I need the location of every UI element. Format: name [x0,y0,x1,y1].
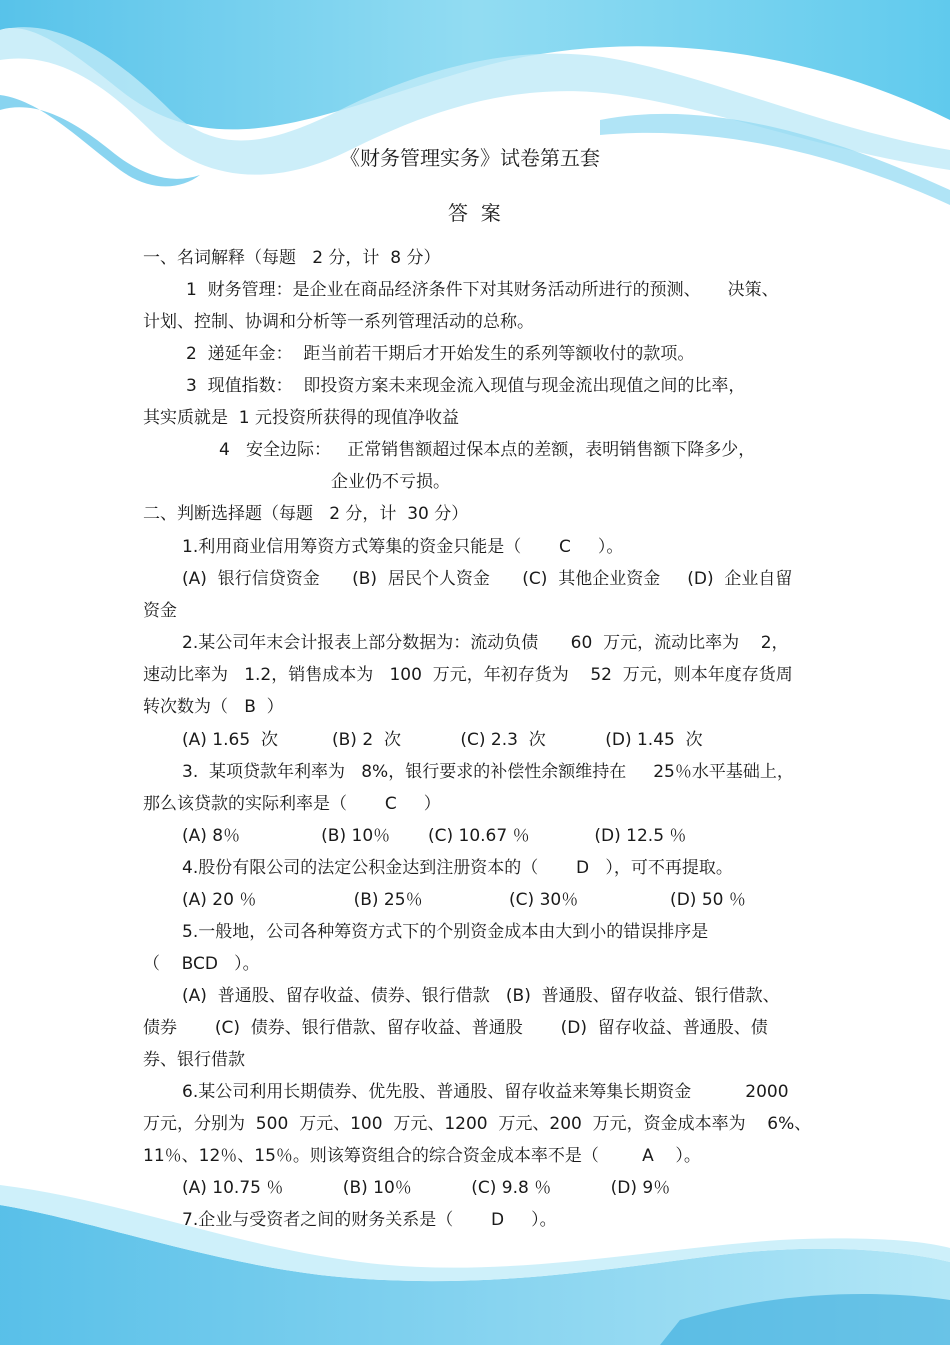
text-line: 转次数为（ B ） [143,697,284,717]
answer-heading: 答 案 [448,201,501,225]
question-line: 1.利用商业信用筹资方式筹集的资金只能是（ C ）。 [182,537,624,557]
document-title: 《财务管理实务》试卷第五套 [340,146,600,170]
options-line: (A) 20 ％ (B) 25％ (C) 30％ (D) 50 ％ [182,890,746,910]
options-line: (A) 8％ (B) 10％ (C) 10.67 ％ (D) 12.5 ％ [182,826,687,846]
text-line: 万元，分别为 500 万元、100 万元、1200 万元、200 万元，资金成本率为 6%、 [143,1114,812,1134]
text-line: 那么该贷款的实际利率是（ C ） [143,794,441,814]
text-line: 11％、12％、15％。则该筹资组合的综合资金成本率不是（ A ）。 [143,1146,701,1166]
text-line: 资金 [143,601,177,621]
text-line: 3 现值指数： 即投资方案未来现金流入现值与现金流出现值之间的比率， [186,376,746,396]
text-line: 企业仍不亏损。 [331,472,450,492]
text-line: 券、银行借款 [143,1050,245,1070]
text-line: 计划、控制、协调和分析等一系列管理活动的总称。 [143,312,534,332]
section-heading-terms: 一、名词解释（每题 2 分，计 8 分） [143,248,441,268]
section-heading-choice: 二、判断选择题（每题 2 分，计 30 分） [143,504,469,524]
text-line: （ BCD ）。 [143,954,260,974]
question-line: 3. 某项贷款年利率为 8%，银行要求的补偿性余额维持在 25％水平基础上， [182,762,794,782]
options-line: (A) 10.75 ％ (B) 10％ (C) 9.8 ％ (D) 9％ [182,1178,671,1198]
options-line: (A) 1.65 次 (B) 2 次 (C) 2.3 次 (D) 1.45 次 [182,730,703,750]
options-line: 债券 (C) 债券、银行借款、留存收益、普通股 (D) 留存收益、普通股、债 [143,1018,768,1038]
text-line: 1 财务管理：是企业在商品经济条件下对其财务活动所进行的预测、 决策、 [186,280,779,300]
question-line: 5.一般地，公司各种筹资方式下的个别资金成本由大到小的错误排序是 [182,922,709,942]
question-line: 2.某公司年末会计报表上部分数据为：流动负债 60 万元，流动比率为 2， [182,633,789,653]
question-line: 6.某公司利用长期债券、优先股、普通股、留存收益来筹集长期资金 2000 [182,1082,789,1102]
text-line: 速动比率为 1.2，销售成本为 100 万元，年初存货为 52 万元，则本年度存货周 [143,665,793,685]
text-line: 其实质就是 1 元投资所获得的现值净收益 [143,408,460,428]
options-line: (A) 银行信贷资金 (B) 居民个人资金 (C) 其他企业资金 (D) 企业自留 [182,569,793,589]
text-line: 2 递延年金： 距当前若干期后才开始发生的系列等额收付的款项。 [186,344,695,364]
text-line: 4 安全边际： 正常销售额超过保本点的差额，表明销售额下降多少， [219,440,756,460]
question-line: 7.企业与受资者之间的财务关系是（ D ）。 [182,1210,557,1230]
options-line: (A) 普通股、留存收益、债券、银行借款 (B) 普通股、留存收益、银行借款、 [182,986,780,1006]
question-line: 4.股份有限公司的法定公积金达到注册资本的（ D ），可不再提取。 [182,858,733,878]
